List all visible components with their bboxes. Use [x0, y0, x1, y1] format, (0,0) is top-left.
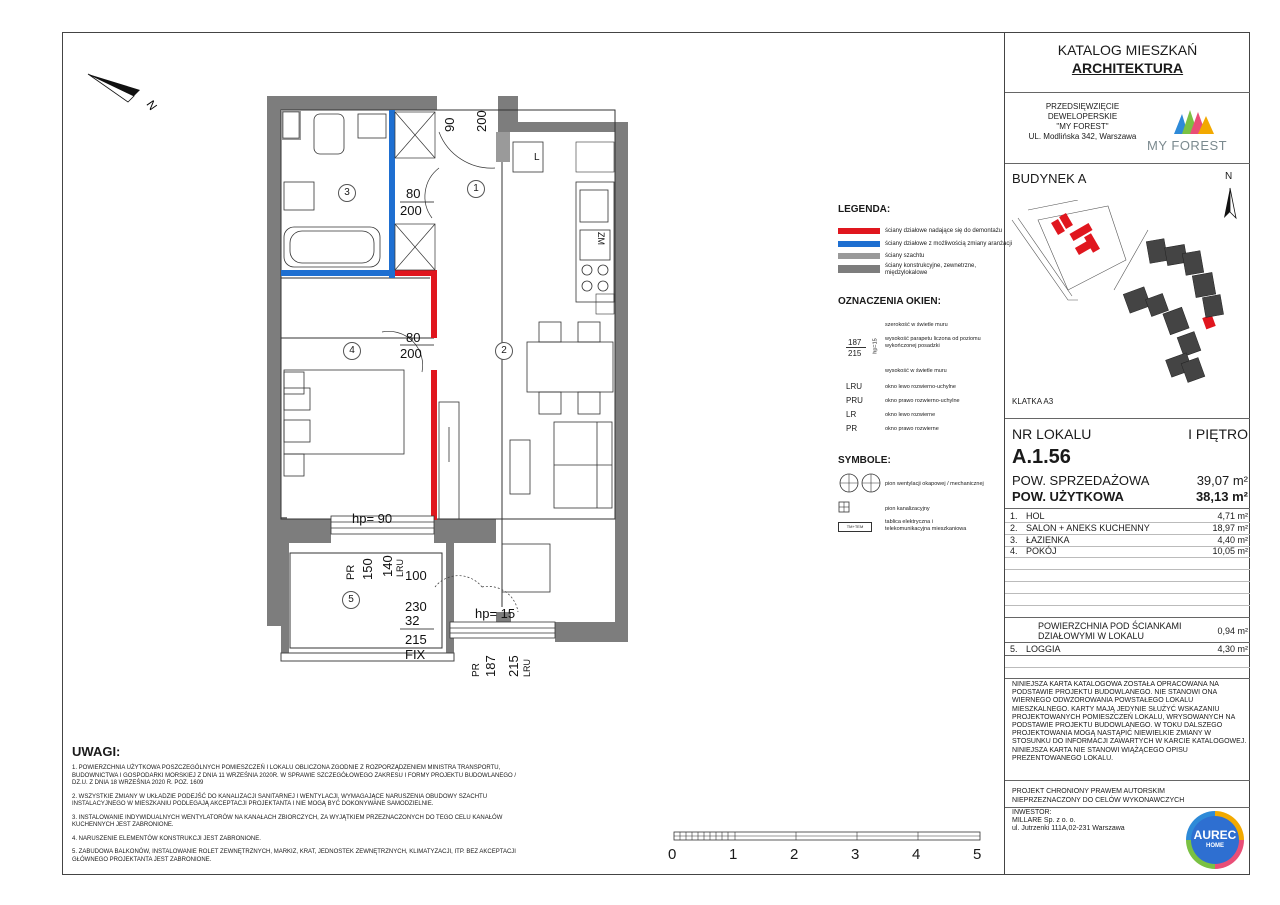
walls-label-2: DZIAŁOWYMI W LOKALU: [1038, 631, 1145, 641]
win-type-code-2: PRU: [846, 396, 863, 405]
section-title: ARCHITEKTURA: [1071, 60, 1184, 76]
plan-north-label: N: [143, 97, 160, 113]
legend-title: LEGENDA:: [838, 204, 891, 215]
win-legend-desc-height: wysokość w świetle muru: [885, 368, 947, 374]
developer-line-1: PRZEDSIĘWZIĘCIE: [1045, 102, 1120, 111]
hp-90-label: hp= 90: [352, 511, 393, 526]
room-row-1-no: 1.: [1010, 511, 1018, 521]
room-row-2-name: SALON + ANEKS KUCHENNY: [1026, 523, 1150, 533]
room-number-5: 5: [342, 591, 360, 609]
aurec-logo-text: AUREC: [1193, 828, 1237, 842]
copyright-line-2: NIEPRZEZNACZONY DO CELÓW WYKONAWCZYCH: [1012, 797, 1185, 804]
door-3-height: 200: [400, 346, 422, 361]
unit-number: A.1.56: [1012, 446, 1071, 468]
win3-width: 100: [405, 568, 427, 583]
win-type-text-2: okno prawo rozwierno-uchylne: [885, 398, 960, 404]
site-plan: [1008, 200, 1248, 400]
unit-floor: I PIĘTRO: [1188, 426, 1248, 442]
usable-area-value: 38,13 m²: [1195, 489, 1248, 504]
win1-width: 150: [360, 558, 375, 580]
legend-swatch-red: [838, 228, 880, 234]
scale-tick-1: 1: [729, 846, 738, 863]
win-legend-hp: hp=15: [872, 338, 879, 354]
door-2-width: 80: [406, 186, 421, 201]
developer-line-3: "MY FOREST": [1056, 122, 1109, 131]
legend-swatch-lightgrey: [838, 253, 880, 259]
ventilation-icon: [838, 472, 884, 494]
legend-item-1: ściany działowe nadające się do demontażu: [885, 228, 1003, 234]
room-number-1: 1: [467, 180, 485, 198]
investor-label: INWESTOR:: [1012, 809, 1052, 816]
door-3-width: 80: [406, 330, 421, 345]
win-legend-desc-sill: wysokość parapetu liczona od poziomu wykończonej posadzki: [885, 336, 981, 349]
loggia-area: 4,30 m²: [1217, 644, 1248, 654]
win-type-text-1: okno lewo rozwierno-uchylne: [885, 384, 956, 390]
note-3: 3. INSTALOWANIE INDYWIDUALNYCH WENTYLATORÓW NA KANAŁACH ZBIORCZYCH, ZA WYJĄTKIEM PRZEZNACZONYCH DO TEGO CELU KANAŁÓW KUCHENNYCH JEST ZABRONIONE.: [72, 814, 503, 828]
fridge-label: L: [534, 152, 540, 163]
walls-label-1: POWIERZCHNIA POD ŚCIANKAMI: [1038, 621, 1182, 631]
loggia-name: LOGGIA: [1026, 644, 1061, 654]
building-north-label: N: [1225, 171, 1233, 182]
hp-15-label: hp= 15: [475, 606, 516, 621]
symbol-text-1: pion wentylacji okapowej / mechanicznej: [885, 481, 984, 487]
windows-legend-title: OZNACZENIA OKIEN:: [838, 296, 941, 307]
sale-area-label: POW. SPRZEDAŻOWA: [1012, 473, 1150, 488]
legend-item-2: ściany działowe z możliwością zmiany aranżacji: [885, 241, 1013, 247]
structural-walls: [267, 96, 628, 661]
loggia-no: 5.: [1010, 644, 1018, 654]
win2-width: 140: [380, 555, 395, 577]
win-type-code-3: LR: [846, 410, 857, 419]
aurec-logo-icon: [1186, 811, 1244, 869]
room-row-2-area: 18,97 m²: [1212, 523, 1248, 533]
win7-type: LRU: [522, 658, 532, 677]
note-1: 1. POWIERZCHNIA UŻYTKOWA POSZCZEGÓLNYCH POMIESZCZEŃ I LOKALU OBLICZONA ZGODNIE Z ROZPORZĄDZENIEM MINISTRA TRANSPORTU, BUDOWNICTWA I GOSPODARKI MORSKIEJ Z DNIA 11 WRZEŚNIA 2020R. W SPRAWIE SZCZEGÓŁOWEGO ZAKRESU I FORMY PROJEKTU BUDOWLANEGO / DZ.U. Z DNIA 18 WRZEŚNIA 2020 R. POZ. 1609: [72, 765, 517, 786]
aurec-logo-subtext: HOME: [1206, 843, 1224, 849]
room-row-3-area: 4,40 m²: [1217, 535, 1248, 545]
room-number-3: 3: [338, 184, 356, 202]
win-type-code-1: LRU: [846, 382, 863, 391]
room-number-2: 2: [495, 342, 513, 360]
developer-address: UL. Modlińska 342, Warszawa: [1028, 132, 1137, 141]
win-type-code-4: PR: [846, 424, 858, 433]
door-2-height: 200: [400, 203, 422, 218]
sewer-icon: [838, 501, 850, 513]
win2-type: LRU: [395, 558, 405, 577]
developer-line-2: DEWELOPERSKIE: [1047, 112, 1118, 121]
sale-area-value: 39,07 m²: [1196, 473, 1248, 488]
win-legend-height: 215: [848, 349, 862, 358]
electric-panel-icon: TM+TEM: [838, 522, 872, 532]
door-1-height: 200: [474, 110, 489, 132]
scale-tick-3: 3: [851, 846, 860, 863]
disclaimer: NINIEJSZA KARTA KATALOGOWA ZOSTAŁA OPRACOWANA NA PODSTAWIE PROJEKTU BUDOWLANEGO. NIE STANOWI ONA WIERNEGO ODWZOROWANIA POWSTAŁEGO LOKALU MIESZKALNEGO. KARTY MAJĄ JEDYNIE SŁUŻYĆ WSKAZANIU PROJEKTOWANYCH POMIESZCZEŃ LOKALU, WRYSOWANYCH NA PODSTAWIE PROJEKTU BUDOWLANEGO. W TOKU DALSZEGO PROJEKTOWANIA MOGĄ NASTĄPIĆ NIEWIELKIE ZMIANY W STOSUNKU DO INFORMACJI ZAWARTYCH W KARCIE KATALOGOWEJ. NINIEJSZA KARTA NIE STANOWI WIĄŻĄCEGO OPISU PREZENTOWANEGO LOKALU.: [1012, 681, 1247, 762]
win7-width: 215: [506, 655, 521, 677]
note-2: 2. WSZYSTKIE ZMIANY W UKŁADZIE PODEJŚĆ DO KANALIZACJI SANITARNEJ I WENTYLACJI, WYMAGAJĄCE NARUSZENIA OBUDOWY SZACHTU INSTALACYJNEGO W MIESZKANIU PODLEGAJĄ AKCEPTACJI PROJEKTANTA I NIE MOGĄ BYĆ DOKONYWANE SAMODZIELNIE.: [72, 793, 488, 807]
win5-height: 215: [405, 632, 427, 647]
walls-value: 0,94 m²: [1217, 626, 1248, 636]
usable-area-label: POW. UŻYTKOWA: [1012, 489, 1124, 504]
scale-tick-5: 5: [973, 846, 982, 863]
win6-width: 187: [483, 655, 498, 677]
scale-bar: [670, 828, 990, 846]
win5-type: FIX: [405, 647, 426, 662]
win1-type: PR: [345, 564, 357, 580]
door-1-width: 90: [442, 117, 457, 132]
legend-item-3: ściany szachtu: [885, 253, 925, 259]
symbols-title: SYMBOLE:: [838, 455, 891, 466]
room-number-4: 4: [343, 342, 361, 360]
win-type-text-3: okno lewo rozwierne: [885, 412, 936, 418]
win6-type: PR: [471, 663, 482, 677]
legend-swatch-grey: [838, 265, 880, 273]
scale-tick-0: 0: [668, 846, 677, 863]
my-forest-logo-icon: [1168, 106, 1218, 136]
room-row-4-name: POKÓJ: [1026, 546, 1057, 556]
win4-width: 32: [405, 613, 420, 628]
red-walls: [395, 270, 437, 520]
win-legend-desc-width: szerokość w świetle muru: [885, 322, 948, 328]
win-type-text-4: okno prawo rozwierne: [885, 426, 939, 432]
note-4: 4. NARUSZENIE ELEMENTÓW KONSTRUKCJI JEST ZABRONIONE.: [72, 835, 261, 842]
notes-title: UWAGI:: [72, 744, 121, 759]
scale-tick-4: 4: [912, 846, 921, 863]
win4-height: 230: [405, 599, 427, 614]
symbol-text-2: pion kanalizacyjny: [885, 506, 930, 512]
symbol-text-3: tablica elektryczna i telekomunikacyjna mieszkaniowa: [885, 519, 967, 532]
legend-swatch-blue: [838, 241, 880, 247]
stair-label: KLATKA A3: [1012, 397, 1054, 406]
room-row-3-no: 3.: [1010, 535, 1018, 545]
floor-plan: [62, 32, 822, 732]
legend-item-4: ściany konstrukcyjne, zewnetrzne, międzylokalowe: [885, 263, 977, 276]
copyright-line-1: PROJEKT CHRONIONY PRAWEM AUTORSKIM: [1012, 788, 1165, 795]
note-5: 5. ZABUDOWA BALKONÓW, INSTALOWANIE ROLET ZEWNĘTRZNYCH, MARKIZ, KRAT, JEDNOSTEK ZEWNĘTRZNYCH, KLIMATYZACJI, ITP. BEZ AKCEPTACJI GŁÓWNEGO PROJEKTANTA JEST ZABRONIONE.: [72, 849, 516, 863]
catalog-title: KATALOG MIESZKAŃ: [1057, 42, 1198, 58]
room-row-3-name: ŁAZIENKA: [1026, 535, 1070, 545]
room-row-4-no: 4.: [1010, 546, 1018, 556]
investor-address: ul. Jutrzenki 111A,02-231 Warszawa: [1012, 825, 1125, 832]
sheet-divider: [1004, 32, 1005, 875]
room-row-1-name: HOL: [1026, 511, 1045, 521]
room-row-2-no: 2.: [1010, 523, 1018, 533]
my-forest-logo-text: MY FOREST: [1147, 138, 1228, 153]
washer-label: ZM: [596, 232, 606, 245]
investor-name: MILLARE Sp. z o. o.: [1012, 817, 1076, 824]
building-label: BUDYNEK A: [1012, 171, 1087, 186]
plan-north-arrow: [88, 74, 140, 102]
win-legend-width: 187: [848, 338, 862, 347]
unit-nr-label: NR LOKALU: [1012, 426, 1092, 442]
scale-tick-2: 2: [790, 846, 799, 863]
room-row-1-area: 4,71 m²: [1217, 511, 1248, 521]
room-row-4-area: 10,05 m²: [1212, 546, 1248, 556]
